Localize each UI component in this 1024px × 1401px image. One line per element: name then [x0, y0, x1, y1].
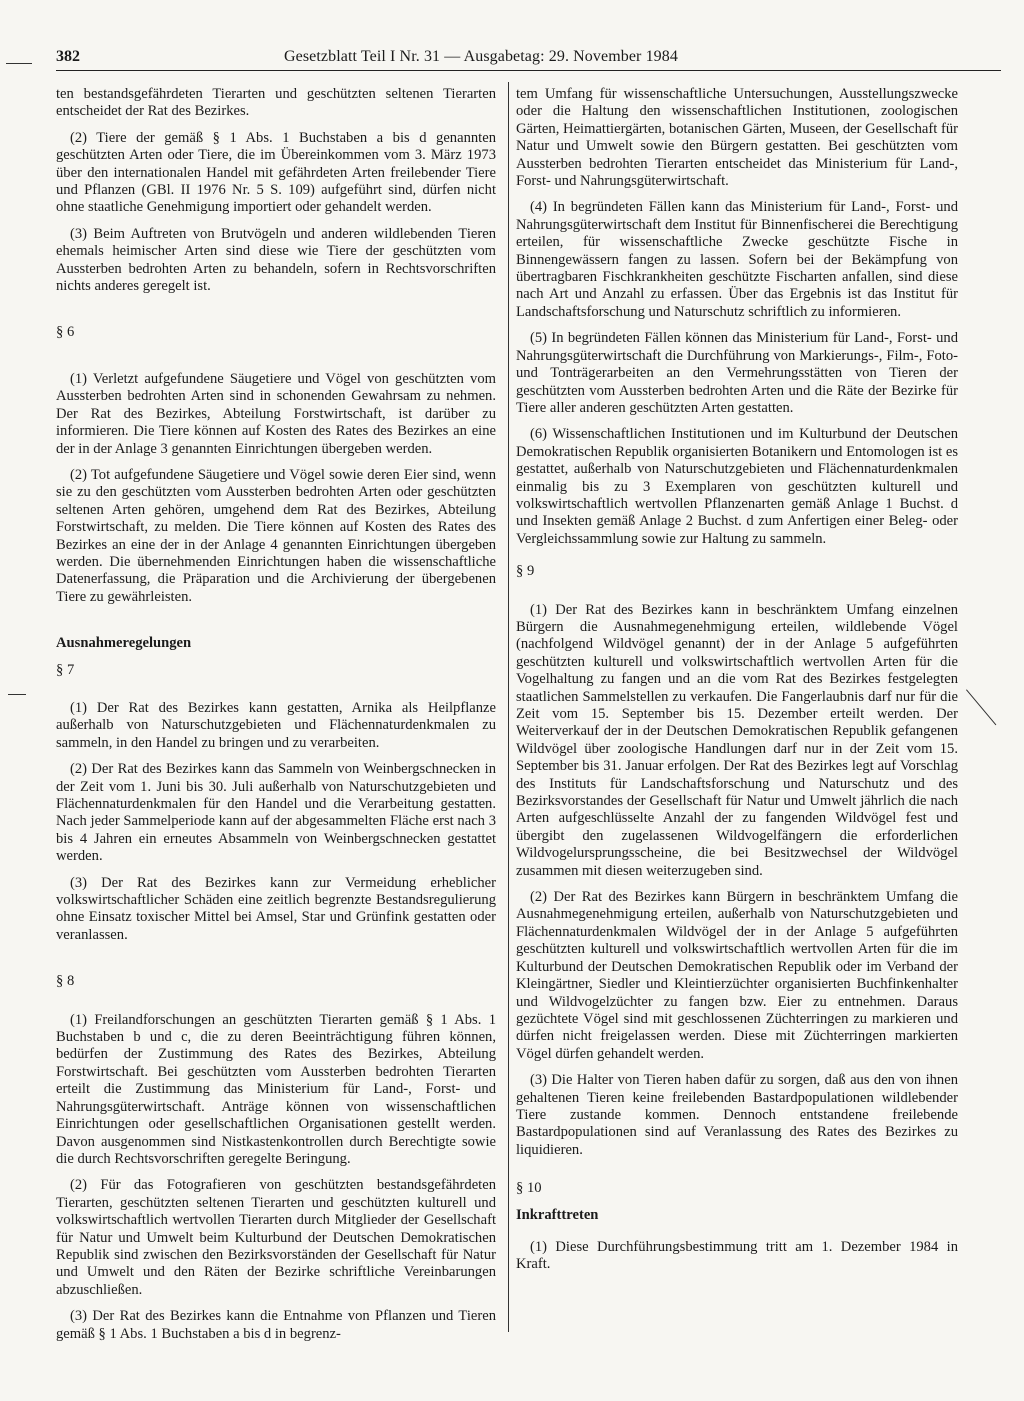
section-heading: Inkrafttreten	[516, 1206, 599, 1223]
margin-mark-top	[6, 63, 32, 64]
paragraph: (2) Für das Fotografieren von geschützten bestandsgefährdeten Tierarten, geschützten seltenen Tierarten und geschützten kulturell und volkswirtschaftlich wertvollen Tierarten durch Mitglieder der Gesellschaft für Natur und Umwelt beim Kulturbund der Deutschen Demokratischen Republik sind zwischen den Bezirksvorständen der Gesellschaft für Natur und Umwelt und den Räten der Bezirke schriftliche Vereinbarungen abzuschließen.	[56, 1177, 496, 1298]
paragraph: (1) Diese Durchführungsbestimmung tritt am 1. Dezember 1984 in Kraft.	[516, 1238, 958, 1273]
paragraph: (1) Der Rat des Bezirkes kann gestatten, Arnika als Heilpflanze außerhalb von Naturschutzgebieten und Flächennaturdenkmalen zu sammeln, in den Handel zu bringen und zu verarbeiten.	[56, 699, 496, 751]
paragraph: tem Umfang für wissenschaftliche Untersuchungen, Ausstellungszwecke oder die Haltung den wissenschaftlichen Institutionen, zoologischen Gärten, Heimattiergärten, botanischen Gärten, Museen, der Gesellschaft für Natur und Umwelt sowie den Bürgern gestatten. Bei geschützten vom Aussterben bedrohten Tierarten entscheidet das Ministerium für Land-, Forst- und Nahrungsgüterwirtschaft.	[516, 86, 958, 190]
section-heading: Ausnahmeregelungen	[56, 635, 192, 652]
page-number: 382	[56, 48, 80, 65]
paragraph: (5) In begründeten Fällen können das Ministerium für Land-, Forst- und Nahrungsgüterwirtschaft die Durchführung von Markierungs-, Film-, Foto- und Tonträgerarbeiten an den Vermehrungsstätten von Tieren der geschützten vom Aussterben bedrohten Arten und die Räte der Bezirke für Tiere aller anderen geschützten Arten gestatten.	[516, 330, 958, 416]
paragraph: (1) Verletzt aufgefundene Säugetiere und Vögel von geschützten vom Aussterben bedrohten Arten sind in schonenden Gewahrsam zu nehmen. Der Rat des Bezirkes, Abteilung Forstwirtschaft, ist darüber zu informieren. Die Tiere können auf Kosten des Rates des Bezirkes an eine der in der Anlage 3 genannten Einrichtungen übergeben werden.	[56, 370, 496, 457]
section-number-7: § 7	[56, 661, 75, 678]
left-column	[56, 86, 496, 1352]
paragraph: (3) Die Halter von Tieren haben dafür zu sorgen, daß aus den von ihnen gehaltenen Tieren keine freilebenden Bastardpopulationen wildlebender Tiere zustande kommen. Dennoch entstandene freilebende Bastardpopulationen sind auf Veranlassung des Rates des Bezirkes zu liquidieren.	[516, 1072, 958, 1158]
paragraph: (3) Beim Auftreten von Brutvögeln und anderen wildlebenden Tieren ehemals heimischer Arten sind diese wie Tiere der geschützten vom Aussterben bedrohten Arten zu behandeln, sofern in Rechtsvorschriften nichts anderes geregelt ist.	[56, 225, 496, 295]
paragraph: (1) Der Rat des Bezirkes kann in beschränktem Umfang einzelnen Bürgern die Ausnahmegenehmigung erteilen, wildlebende Vögel (nachfolgend Wildvögel genannt) der in der Anlage 5 aufgeführten geschützten kulturell und volkswirtschaftlich wertvollen Arten für die Vogelhaltung zu fangen und an die vom Rat des Bezirkes festgelegten staatlichen Sammelstellen zu verkaufen. Die Fangerlaubnis darf nur für die Zeit vom 15. September bis 15. Dezember erteilt werden. Der Weiterverkauf der in der Deutschen Demokratischen Republik gefangenen Wildvögel über zoologische Handlungen darf nur in der Zeit vom 15. September bis 31. Januar erfolgen. Der Rat des Bezirkes legt auf Vorschlag des Instituts für Landschaftsforschung und Naturschutz und des Bezirksvorstandes der Gesellschaft für Natur und Umwelt jährlich die nach Arten aufgeschlüsselte Anzahl der zu fangenden Wildvögel fest und übergibt den zugelassenen Wildvogelfängern die erforderlichen Wildvogelursprungsscheine, die bei Besitzwechsel der Wildvögel zusammen mit diesen weiterzugeben sind.	[516, 601, 958, 879]
paragraph: (4) In begründeten Fällen kann das Ministerium für Land-, Forst- und Nahrungsgüterwirtschaft dem Institut für Binnenfischerei die Berechtigung erteilen, für wissenschaftliche Zwecke geschützte Fische in Binnengewässern fangen zu lassen. Sofern bei der Bekämpfung von übertragbaren Fischkrankheiten geschützte Fischarten anfallen, sind diese nach Art und Anzahl zu erfassen. Über das Ergebnis ist das Institut für Landschaftsforschung und Naturschutz schriftlich zu informieren.	[516, 199, 958, 320]
margin-slash-right	[966, 689, 996, 725]
paragraph: (3) Der Rat des Bezirkes kann die Entnahme von Pflanzen und Tieren gemäß § 1 Abs. 1 Buchstaben a bis d in begrenz-	[56, 1308, 496, 1342]
margin-mark-left	[8, 694, 26, 695]
paragraph: (3) Der Rat des Bezirkes kann zur Vermeidung erheblicher volkswirtschaftlicher Schäden eine zeitlich begrenzte Bestandsregulierung ohne Einsatz toxischer Mittel bei Amsel, Star und Grünfink gestatten oder veranlassen.	[56, 874, 496, 943]
paragraph: (6) Wissenschaftlichen Institutionen und im Kulturbund der Deutschen Demokratischen Republik organisierten Botanikern und Entomologen ist es gestattet, außerhalb von Naturschutzgebieten und Flächennaturdenkmalen einmalig bis zu 3 Exemplaren von geschützten kulturell und volkswirtschaftlich wertvollen Pflanzenarten gemäß Anlage 1 Buchst. d und Insekten gemäß Anlage 2 Buchst. d zum Anfertigen einer Beleg- oder Vergleichssammlung sowie zur Haltung zu sammeln.	[516, 426, 958, 547]
paragraph: (2) Der Rat des Bezirkes kann das Sammeln von Weinbergschnecken in der Zeit vom 1. Juni bis 30. Juli außerhalb von Naturschutzgebieten und Flächennaturdenkmalen für den Handel und die Verarbeitung gestatten. Nach jeder Sammelperiode kann auf der abgesammelten Fläche erst nach 3 bis 4 Jahren ein erneutes Absammeln von Weinbergschnecken gestattet werden.	[56, 761, 496, 865]
section-number-6: § 6	[56, 324, 75, 341]
section-number-10: § 10	[516, 1180, 542, 1197]
section-number-8: § 8	[56, 973, 75, 990]
paragraph: (1) Freilandforschungen an geschützten Tierarten gemäß § 1 Abs. 1 Buchstaben b und c, die zu deren Beeinträchtigung führen können, bedürfen der Zustimmung des Rates des Bezirkes, Abteilung Forstwirtschaft. Bei geschützten vom Aussterben bedrohten Tierarten erteilt die Zustimmung das Ministerium für Land-, Forst- und Nahrungsgüterwirtschaft. Anträge können von wissenschaftlichen Einrichtungen oder gesellschaftlichen Organisationen gestellt werden. Davon ausgenommen sind Nistkastenkontrollen durch Berechtigte sowie die durch Rechtsvorschriften geregelte Beringung.	[56, 1011, 496, 1167]
section-number-9: § 9	[516, 563, 535, 580]
running-header: Gesetzblatt Teil I Nr. 31 — Ausgabetag: 29. November 1984	[284, 48, 678, 65]
paragraph: ten bestandsgefährdeten Tierarten und geschützten seltenen Tierarten entscheidet der Rat des Bezirkes.	[56, 86, 496, 120]
paragraph: (2) Tiere der gemäß § 1 Abs. 1 Buchstaben a bis d genannten geschützten Arten oder Tiere, die im Übereinkommen vom 3. März 1973 über den internationalen Handel mit gefährdeten Arten freilebender Tiere und Pflanzen (GBl. II 1976 Nr. 5 S. 109) aufgeführt sind, dürfen nicht ohne staatliche Genehmigung importiert oder gehandelt werden.	[56, 129, 496, 216]
column-divider	[508, 82, 509, 1332]
paragraph: (2) Tot aufgefundene Säugetiere und Vögel sowie deren Eier sind, wenn sie zu den geschützten vom Aussterben bedrohten Arten oder geschützten seltenen Arten gehören, umgehend dem Rat des Bezirkes, Abteilung Forstwirtschaft, zu melden. Die Tiere können auf Kosten des Rates des Bezirkes an eine der in der Anlage 4 genannten Einrichtungen übergeben werden. Die übernehmenden Einrichtungen haben die wissenschaftliche Datenerfassung, die Präparation und die Archivierung der übergebenen Tiere zu gewährleisten.	[56, 466, 496, 605]
right-column	[516, 86, 958, 1283]
header-rule	[56, 70, 1001, 71]
paragraph: (2) Der Rat des Bezirkes kann Bürgern in beschränktem Umfang die Ausnahmegenehmigung erteilen, außerhalb von Naturschutzgebieten und Flächennaturdenkmalen Wildvögel der in der Anlage 5 aufgeführten geschützten kulturell und volkswirtschaftlich wertvollen Arten für die im Kulturbund der Deutschen Demokratischen Republik oder im Verband der Kleingärtner, Siedler und Kleintierzüchter organisierten Buchfinkenhalter und Wildvogelzüchter zu fangen bzw. Eier zu entnehmen. Daraus gezüchtete Vögel sind mit geschlossenen Züchterringen zu markieren und dürfen nicht freigelassen werden. Diese mit Züchterringen markierten Vögel dürfen gehandelt werden.	[516, 889, 958, 1062]
